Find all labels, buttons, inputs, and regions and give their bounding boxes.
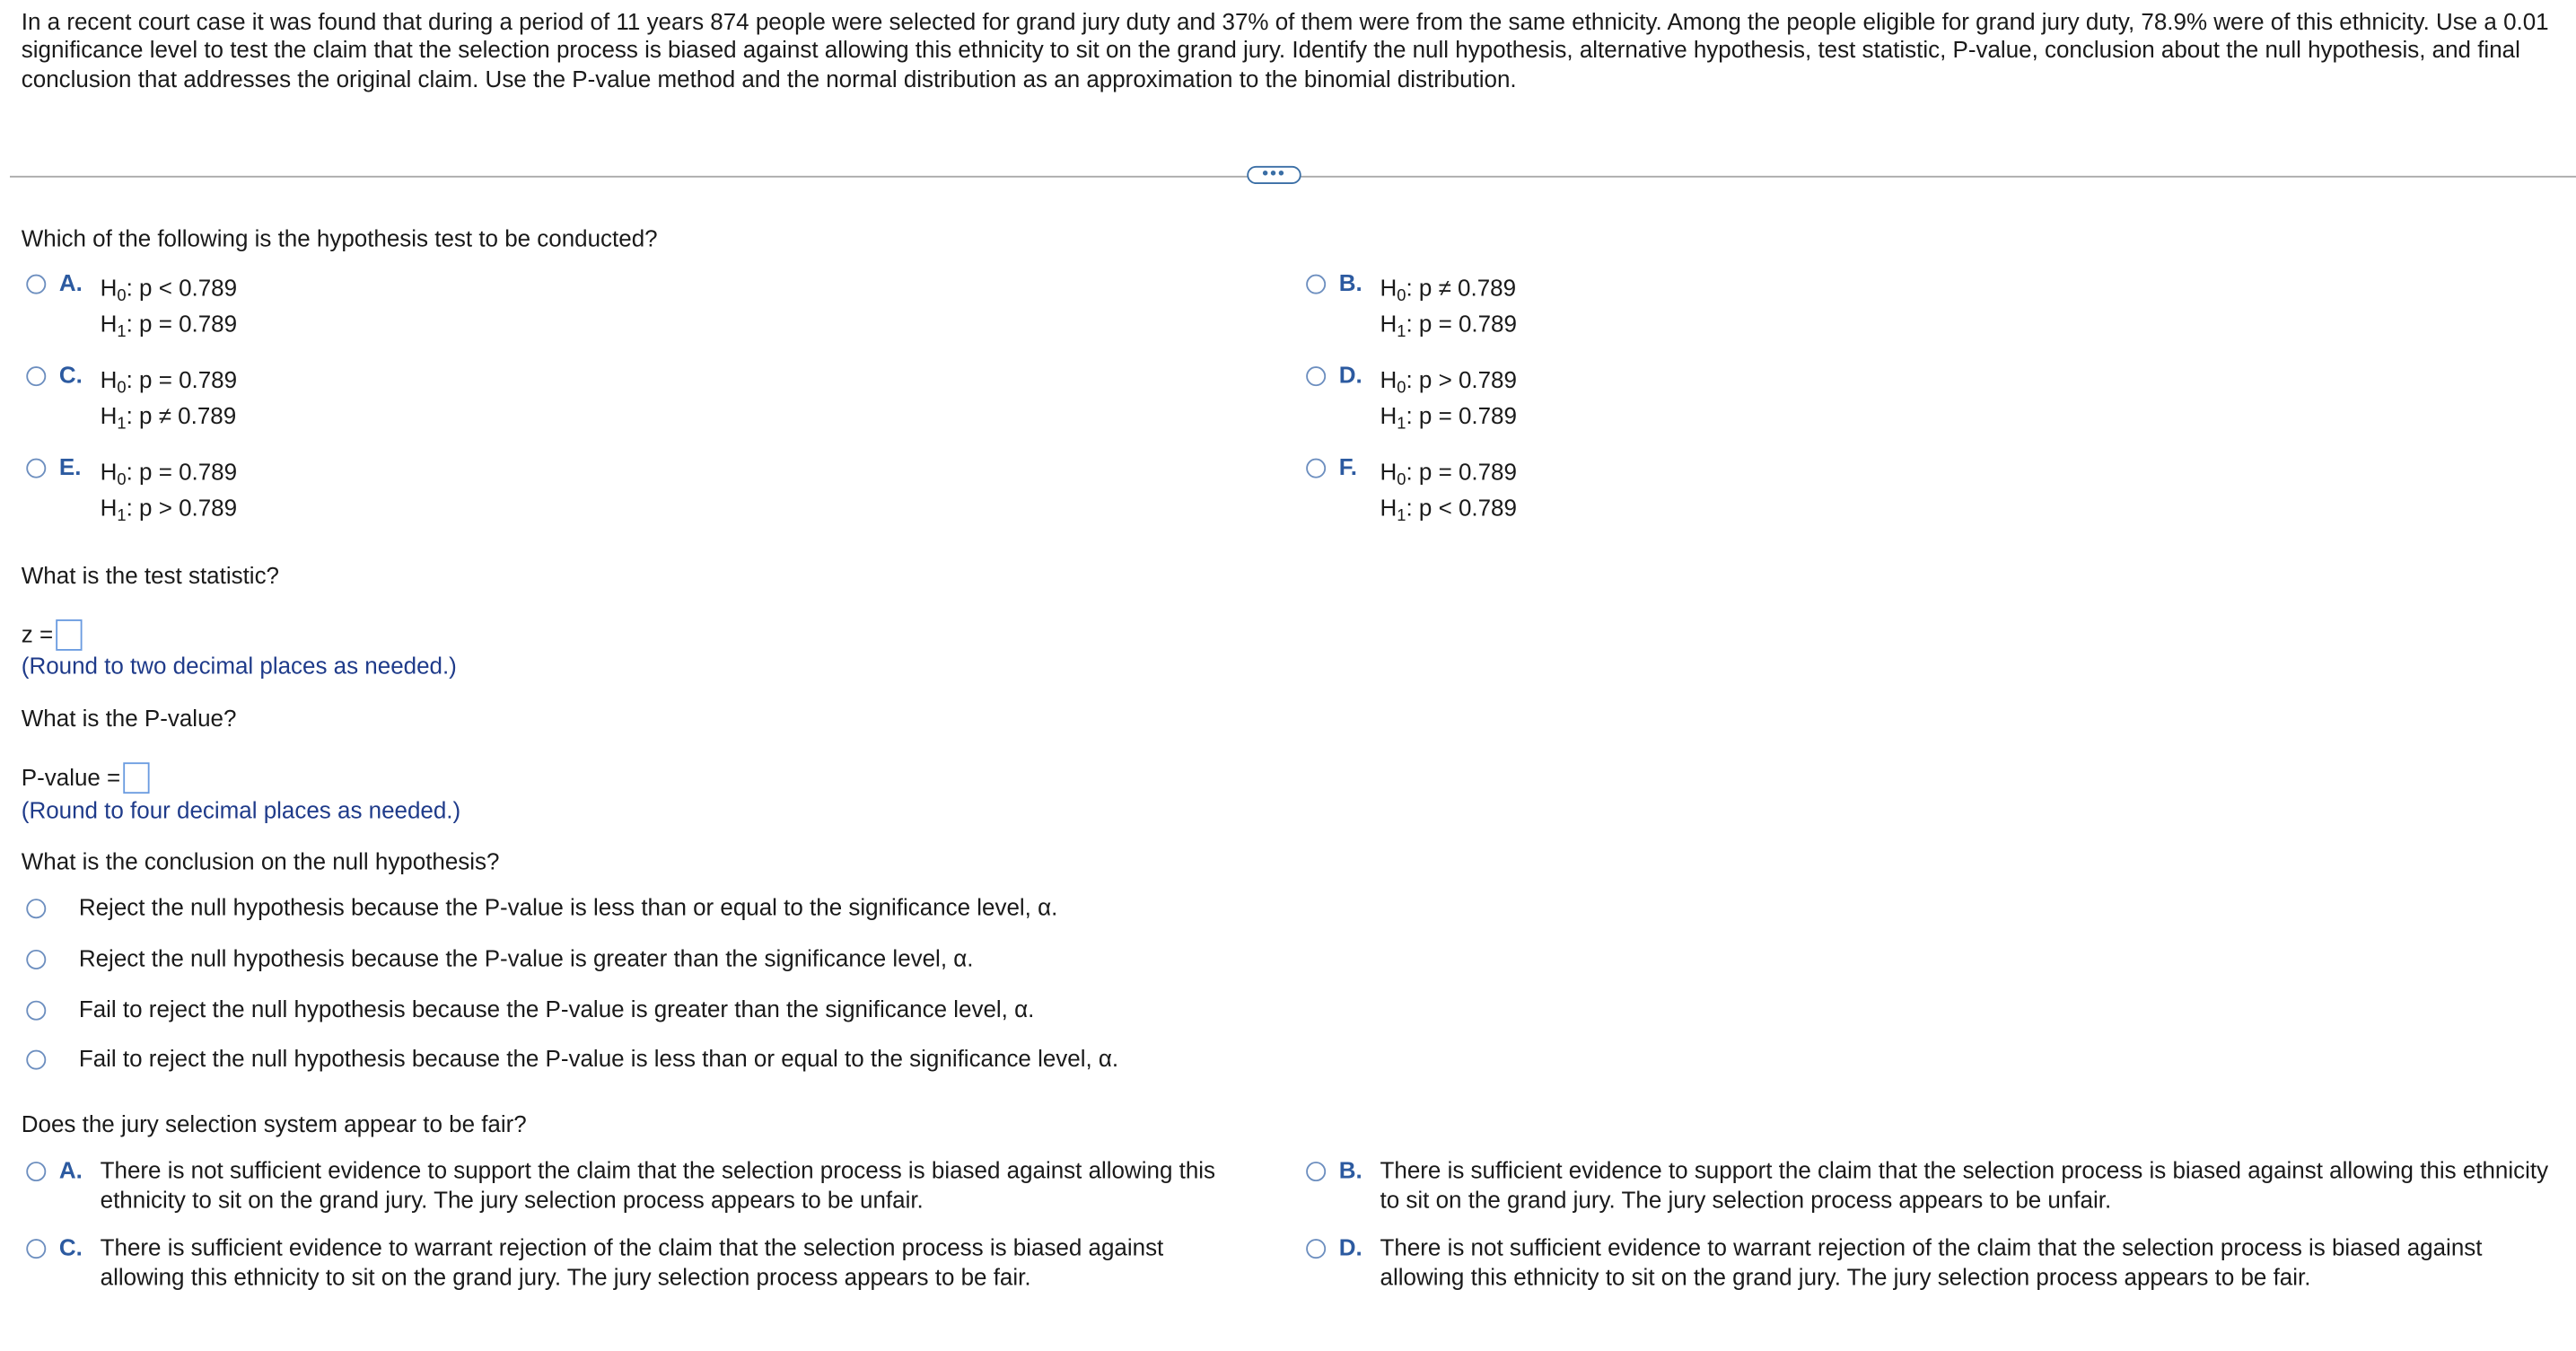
radio-button[interactable] <box>26 459 46 478</box>
p-value-rounding-hint: (Round to four decimal places as needed.) <box>21 798 461 825</box>
radio-button[interactable] <box>1306 275 1326 294</box>
option-text: Fail to reject the null hypothesis because the P-value is greater than the significance level, α. <box>78 997 1035 1024</box>
h0-text: p = 0.789 <box>139 460 238 487</box>
radio-button[interactable] <box>26 366 46 386</box>
q5-option-b[interactable] <box>1306 1158 2550 1215</box>
z-answer-input[interactable] <box>57 619 83 651</box>
radio-button[interactable] <box>26 950 46 969</box>
radio-button[interactable] <box>26 1239 46 1259</box>
option-text: There is not sufficient evidence to support the claim that the selection process is biased against allowing this ethnicity to sit on the grand jury. The jury selection process appears to be unfair. <box>100 1158 1216 1214</box>
h1-text: p = 0.789 <box>139 311 238 339</box>
q4-option-4[interactable] <box>26 1047 1118 1075</box>
q4-prompt: What is the conclusion on the null hypothesis? <box>21 849 500 876</box>
option-letter: D. <box>1338 363 1362 390</box>
problem-statement: In a recent court case it was found that during a period of 11 years 874 people were selected for grand jury duty and 37% of them were from the same ethnicity. Among the people eligible for grand jury duty, 78.9% were of this ethnicity. Use a 0.01 significance level to test the claim that the selection process is biased against allowing this ethnicity to sit on the grand jury. Identify the null hypothesis, alternative hypothesis, test statistic, P-value, conclusion about the null hypothesis, and final conclusion that addresses the original claim. Use the P-value method and the normal distribution as an approximation to the binomial distribution. <box>21 9 2549 93</box>
radio-button[interactable] <box>26 275 46 294</box>
radio-button[interactable] <box>26 1001 46 1021</box>
option-letter: F. <box>1338 455 1357 482</box>
z-label: z = <box>21 622 54 650</box>
option-letter: C. <box>58 363 83 390</box>
radio-button[interactable] <box>1306 1162 1326 1181</box>
q5-option-c[interactable] <box>26 1235 1233 1293</box>
q5-prompt: Does the jury selection system appear to be fair? <box>21 1112 527 1139</box>
q1-option-f[interactable]: F. $H_0$: p = 0.789 $H_1$: p < 0.789 <box>1306 455 1517 528</box>
h1-text: p ≠ 0.789 <box>139 404 237 431</box>
q1-option-e[interactable]: E. $H_0$: p = 0.789 $H_1$: p > 0.789 <box>26 455 237 528</box>
p-value-answer-row <box>22 762 150 794</box>
q5-option-a[interactable] <box>26 1158 1233 1215</box>
radio-button[interactable] <box>26 1050 46 1070</box>
option-text: Fail to reject the null hypothesis because the P-value is less than or equal to the significance level, α. <box>78 1046 1119 1074</box>
option-letter: A. <box>58 271 83 298</box>
q1-option-b[interactable]: B. $H_0$: p ≠ 0.789 $H_1$: p = 0.789 <box>1306 271 1517 344</box>
h1-text: p > 0.789 <box>139 496 238 523</box>
q4-option-3[interactable] <box>26 997 1034 1026</box>
option-letter: B. <box>1338 1158 1362 1185</box>
radio-button[interactable] <box>1306 1239 1326 1259</box>
radio-button[interactable] <box>1306 459 1326 478</box>
option-letter: C. <box>58 1235 83 1262</box>
q1-option-d[interactable]: D. $H_0$: p > 0.789 $H_1$: p = 0.789 <box>1306 364 1517 436</box>
option-text: There is sufficient evidence to support the claim that the selection process is biased against allowing this ethnicity to sit on the grand jury. The jury selection process appears to be unfair. <box>1380 1158 2549 1214</box>
h0-text: p ≠ 0.789 <box>1418 276 1517 303</box>
option-text: There is not sufficient evidence to warrant rejection of the claim that the selection process is biased against allowing this ethnicity to sit on the grand jury. The jury selection process appears to be fair. <box>1380 1235 2483 1291</box>
h0-text: p = 0.789 <box>139 368 238 395</box>
q2-prompt: What is the test statistic? <box>21 563 280 591</box>
h0-text: p > 0.789 <box>1418 368 1517 395</box>
q1-prompt: Which of the following is the hypothesis test to be conducted? <box>21 226 658 253</box>
radio-button[interactable] <box>26 1162 46 1181</box>
q4-option-1[interactable] <box>26 896 1057 925</box>
p-value-label: P-value = <box>21 765 121 793</box>
option-text: Reject the null hypothesis because the P-value is less than or equal to the significance level, α. <box>78 895 1058 922</box>
q1-option-c[interactable]: C. $H_0$: p = 0.789 $H_1$: p ≠ 0.789 <box>26 364 237 436</box>
radio-button[interactable] <box>1306 366 1326 386</box>
q1-option-a[interactable]: A. $H_0$: p < 0.789 $H_1$: p = 0.789 <box>26 271 237 344</box>
option-letter: B. <box>1338 271 1362 298</box>
h1-text: p < 0.789 <box>1418 496 1517 523</box>
h1-text: p = 0.789 <box>1418 404 1517 431</box>
expand-more-button[interactable]: ••• <box>1247 166 1301 184</box>
radio-button[interactable] <box>26 899 46 918</box>
option-letter: E. <box>58 455 82 482</box>
h0-text: p < 0.789 <box>139 276 238 303</box>
z-answer-row <box>22 619 83 652</box>
p-value-answer-input[interactable] <box>124 762 150 794</box>
q5-option-d[interactable] <box>1306 1235 2550 1293</box>
option-text: Reject the null hypothesis because the P-value is greater than the significance level, α. <box>78 946 974 973</box>
option-text: There is sufficient evidence to warrant rejection of the claim that the selection process is biased against allowing this ethnicity to sit on the grand jury. The jury selection process appears to be fair. <box>100 1235 1164 1291</box>
option-letter: A. <box>58 1158 83 1185</box>
z-rounding-hint: (Round to two decimal places as needed.) <box>21 654 457 680</box>
h0-text: p = 0.789 <box>1418 460 1517 487</box>
h1-text: p = 0.789 <box>1418 311 1517 339</box>
q4-option-2[interactable] <box>26 946 973 975</box>
option-letter: D. <box>1338 1235 1362 1262</box>
q3-prompt: What is the P-value? <box>21 706 237 733</box>
